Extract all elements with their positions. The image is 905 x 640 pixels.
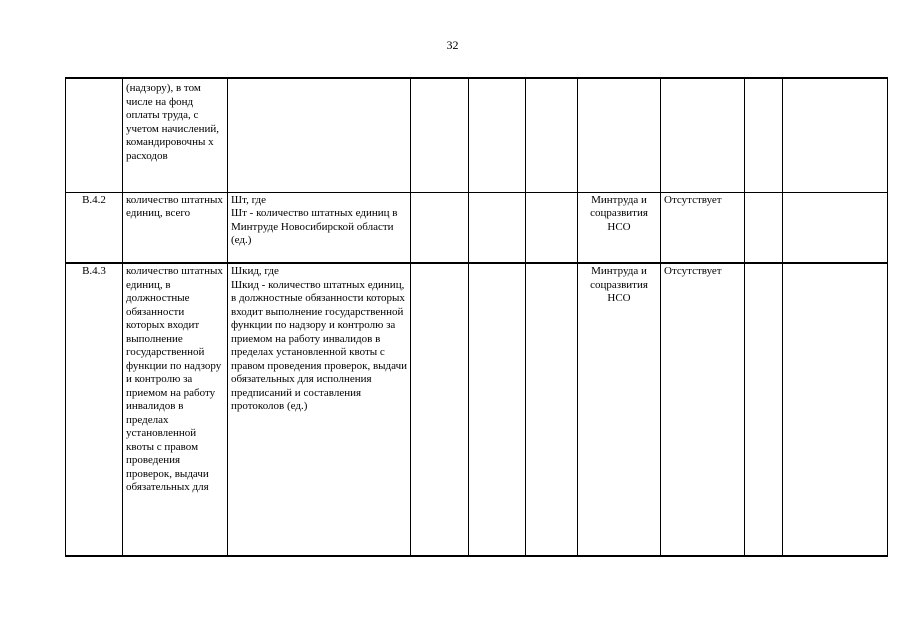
table-row — [66, 263, 888, 556]
row-indicator-name: количество штатных единиц, всего — [123, 192, 228, 263]
empty-cell — [411, 78, 469, 192]
row-code: В.4.3 — [66, 263, 123, 556]
empty-cell — [745, 263, 783, 556]
empty-cell — [783, 78, 888, 192]
table-row — [66, 78, 888, 192]
row-code: В.4.2 — [66, 192, 123, 263]
row-status: Отсутствует — [661, 263, 745, 556]
page-number: 32 — [446, 38, 459, 52]
empty-cell — [526, 78, 578, 192]
empty-cell — [745, 192, 783, 263]
empty-cell — [469, 192, 526, 263]
row-code — [66, 78, 123, 192]
row-source: Минтруда и соцразвития НСО — [578, 263, 661, 556]
row-source: Минтруда и соцразвития НСО — [578, 192, 661, 263]
indicator-table — [65, 77, 888, 557]
row-formula — [228, 78, 411, 192]
row-indicator-name: количество штатных единиц, в должностные обязанности которых входит выполнение государственной функции по надзору и контролю за приемом на работу инвалидов в пределах установленной квоты с правом проведения проверок, выдачи обязательных для — [123, 263, 228, 556]
row-formula: Шкид, где Шкид - количество штатных единиц, в должностные обязанности которых входит выполнение государственной функции по надзору и контролю за приемом на работу инвалидов в пределах установленной квоты с правом проведения проверок, выдачи обязательных для исполнения предписаний и составления протоколов (ед.) — [228, 263, 411, 556]
empty-cell — [783, 192, 888, 263]
empty-cell — [783, 263, 888, 556]
row-source — [578, 78, 661, 192]
empty-cell — [745, 78, 783, 192]
empty-cell — [526, 192, 578, 263]
row-indicator-name: (надзору), в том числе на фонд оплаты труда, с учетом начислений, командировочны х расходов — [123, 78, 228, 192]
empty-cell — [469, 263, 526, 556]
row-formula: Шт, где Шт - количество штатных единиц в Минтруде Новосибирской области (ед.) — [228, 192, 411, 263]
empty-cell — [469, 78, 526, 192]
table-row — [66, 192, 888, 263]
row-status — [661, 78, 745, 192]
empty-cell — [526, 263, 578, 556]
empty-cell — [411, 192, 469, 263]
empty-cell — [411, 263, 469, 556]
row-status: Отсутствует — [661, 192, 745, 263]
